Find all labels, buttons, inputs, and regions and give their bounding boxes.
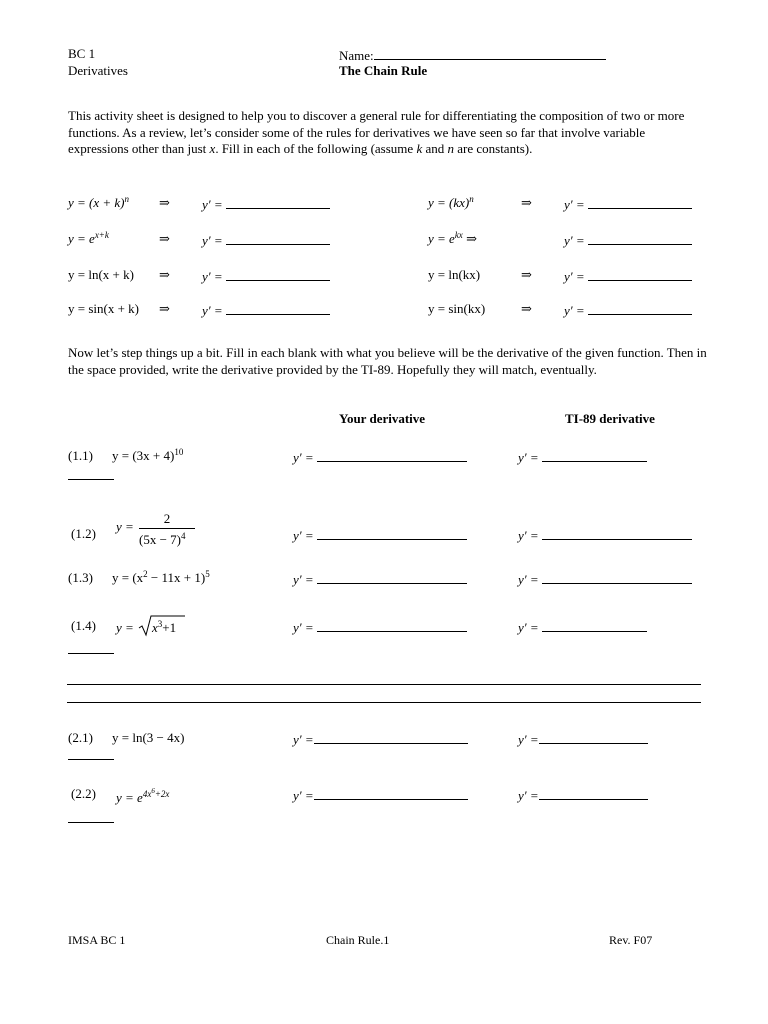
answer-blank[interactable] xyxy=(317,527,467,540)
section-divider xyxy=(67,684,701,685)
ti89-answer-row: y′ = xyxy=(518,449,647,466)
topic-label: Derivatives xyxy=(68,63,128,78)
overflow-line[interactable] xyxy=(68,822,114,823)
answer-blank[interactable] xyxy=(542,527,692,540)
radicand: $x^3+1$ xyxy=(152,619,177,635)
your-answer-row: y′ = xyxy=(293,731,468,748)
name-label: Name: xyxy=(339,48,374,63)
footer-left: IMSA BC 1 xyxy=(68,933,126,947)
answer-row: y′ = xyxy=(564,268,692,285)
footer-right: Rev. F07 xyxy=(609,933,653,947)
fraction-denominator: $(5x - 7)^4$ xyxy=(139,531,186,547)
answer-blank[interactable] xyxy=(542,571,692,584)
your-answer-row: y′ = xyxy=(293,571,467,588)
review-right-2: $y = e^{kx}$ ⇒ xyxy=(428,230,477,246)
step-up-paragraph: Now let’s step things up a bit. Fill in each blank with what you believe will be the derivative of the given function. Then in the space provided, write the derivative provided by the TI-89. Hopefully they will match, eventually. xyxy=(68,345,707,377)
overflow-line[interactable] xyxy=(68,653,114,654)
intro-paragraph: This activity sheet is designed to help you to discover a general rule for differentiating the composition of two or more functions. As a review, let’s consider some of the rules for derivatives we have seen so far that involve variable expressions other than just x. Fill in each of the following (assume k and n are constants). xyxy=(68,108,685,156)
problem-label: (1.1) xyxy=(68,448,93,463)
review-right-3: y = ln(kx) xyxy=(428,267,481,282)
ti89-answer-row: y′ = xyxy=(518,731,648,748)
overflow-line[interactable] xyxy=(68,479,114,480)
answer-blank[interactable] xyxy=(226,268,330,281)
answer-blank[interactable] xyxy=(542,619,647,632)
footer-center: Chain Rule.1 xyxy=(326,933,390,947)
name-field-row xyxy=(339,47,606,64)
your-answer-row: y′ = xyxy=(293,449,467,466)
answer-blank[interactable] xyxy=(542,449,647,462)
implies-arrow: ⇒ xyxy=(159,267,170,282)
answer-row: y′ = xyxy=(202,196,330,213)
answer-blank[interactable] xyxy=(588,232,692,245)
column-header-ti89: TI-89 derivative xyxy=(565,411,655,426)
problem-expression: y = ln(3 − 4x) xyxy=(112,730,185,745)
ti89-answer-row: y′ = xyxy=(518,527,692,544)
name-input-line[interactable] xyxy=(374,47,606,60)
implies-arrow: ⇒ xyxy=(159,231,170,246)
your-answer-row: y′ = xyxy=(293,787,468,804)
section-divider xyxy=(67,702,701,703)
answer-blank[interactable] xyxy=(226,302,330,315)
overflow-line[interactable] xyxy=(68,759,114,760)
answer-row: y′ = xyxy=(564,232,692,249)
implies-arrow: ⇒ xyxy=(159,301,170,316)
review-left-2: $y = e^{x+k}$ xyxy=(68,230,109,246)
your-answer-row: y′ = xyxy=(293,527,467,544)
answer-row: y′ = xyxy=(564,196,692,213)
answer-blank[interactable] xyxy=(314,787,468,800)
answer-row: y′ = xyxy=(202,232,330,249)
problem-label: (1.2) xyxy=(71,526,96,541)
answer-blank[interactable] xyxy=(539,787,648,800)
implies-arrow: ⇒ xyxy=(521,301,532,316)
implies-arrow: ⇒ xyxy=(521,267,532,282)
answer-blank[interactable] xyxy=(317,619,467,632)
answer-blank[interactable] xyxy=(317,449,467,462)
answer-blank[interactable] xyxy=(226,232,330,245)
problem-y-equals: y = xyxy=(116,620,134,635)
answer-blank[interactable] xyxy=(317,571,467,584)
answer-row: y′ = xyxy=(202,302,330,319)
your-answer-row: y′ = xyxy=(293,619,467,636)
implies-arrow: ⇒ xyxy=(521,195,532,210)
column-header-yours: Your derivative xyxy=(339,411,426,426)
problem-y-equals: y = xyxy=(116,519,134,534)
answer-blank[interactable] xyxy=(588,302,692,315)
answer-blank[interactable] xyxy=(588,196,692,209)
course-label: BC 1 xyxy=(68,46,96,61)
problem-label: (2.2) xyxy=(71,786,96,801)
ti89-answer-row: y′ = xyxy=(518,619,647,636)
problem-expression: $y = (3x + 4)^{10}$ xyxy=(112,447,184,463)
fraction-numerator: 2 xyxy=(163,511,171,526)
problem-label: (1.3) xyxy=(68,570,93,585)
ti89-answer-row: y′ = xyxy=(518,787,648,804)
review-left-4: y = sin(x + k) xyxy=(68,301,139,316)
problem-label: (1.4) xyxy=(71,618,96,633)
problem-expression: $y = (x^2 - 11x + 1)^5$ xyxy=(112,569,210,585)
page-title: The Chain Rule xyxy=(339,63,428,78)
answer-blank[interactable] xyxy=(588,268,692,281)
review-left-3: y = ln(x + k) xyxy=(68,267,134,282)
review-right-1: y = (kx)$^n$ xyxy=(428,194,474,210)
answer-row: y′ = xyxy=(202,268,330,285)
answer-blank[interactable] xyxy=(314,731,468,744)
review-right-4: y = sin(kx) xyxy=(428,301,486,316)
fraction-bar xyxy=(139,528,195,529)
implies-arrow: ⇒ xyxy=(159,195,170,210)
problem-label: (2.1) xyxy=(68,730,93,745)
answer-blank[interactable] xyxy=(539,731,648,744)
review-left-1: $y = (x + k)^n$ xyxy=(68,194,130,210)
problem-expression: $y = e^{4x^6+2x}$ xyxy=(116,787,170,805)
answer-row: y′ = xyxy=(564,302,692,319)
ti89-answer-row: y′ = xyxy=(518,571,692,588)
answer-blank[interactable] xyxy=(226,196,330,209)
